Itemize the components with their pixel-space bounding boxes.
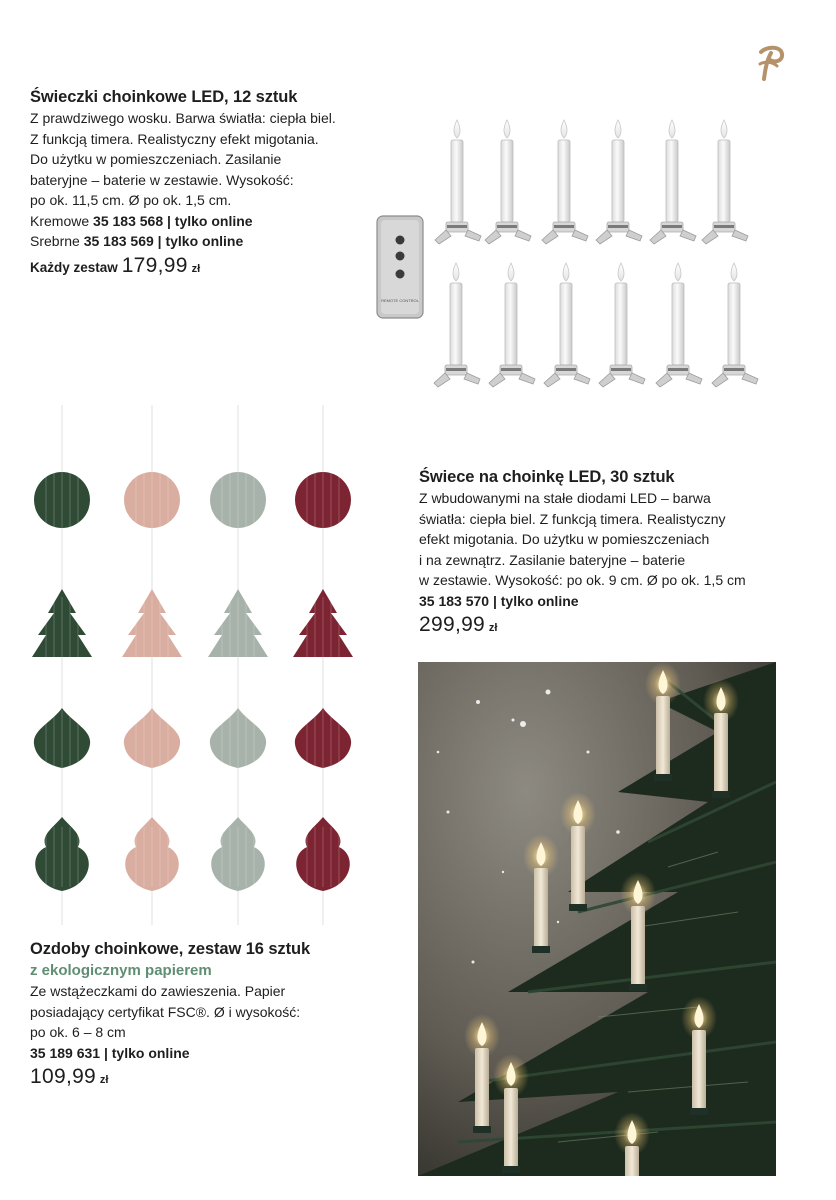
- description-line: Z prawdziwego wosku. Barwa światła: ciepła biel.: [30, 110, 336, 126]
- price: 299,99: [419, 613, 486, 636]
- variant-cream: [30, 211, 390, 232]
- article-number: 35 189 631 | tylko online: [30, 1044, 190, 1061]
- product-title: Ozdoby choinkowe, zestaw 16 sztuk: [30, 940, 311, 958]
- ball-ornament: [210, 470, 266, 530]
- currency: zł: [191, 262, 201, 275]
- variant-silver: [30, 231, 390, 252]
- article-number: 35 183 570 | tylko online: [419, 592, 579, 609]
- onion-ornament: [124, 708, 180, 770]
- description-line: światła: ciepła biel. Z funkcją timera. Realistyczny: [419, 510, 726, 527]
- price-label: Każdy zestaw: [30, 259, 118, 275]
- tree-ornament: [208, 589, 268, 657]
- description-line: Ze wstążeczkami do zawieszenia. Papier: [30, 983, 286, 999]
- article-number: 35 183 569 | tylko online: [83, 233, 244, 249]
- drop-ornament: [125, 817, 179, 891]
- description-line: efekt migotania. Do użytku w pomieszczeniach: [419, 531, 710, 547]
- tchibo-logo-icon: [755, 44, 785, 82]
- price-row: [30, 253, 390, 280]
- description-line: po ok. 11,5 cm. Ø po ok. 1,5 cm.: [30, 192, 232, 208]
- led-candles-product-photo: [372, 108, 782, 408]
- remote-control: [377, 216, 423, 318]
- drop-ornament: [35, 817, 89, 891]
- description-line: Do użytku w pomieszczeniach. Zasilanie: [30, 151, 282, 167]
- drop-ornament: [296, 817, 350, 891]
- article-number: 35 183 568 | tylko online: [93, 212, 253, 229]
- ball-ornament: [295, 470, 351, 530]
- variant-name: Kremowe: [30, 212, 90, 229]
- description-line: Z funkcją timera. Realistyczny efekt migotania.: [30, 130, 319, 147]
- ball-ornament: [34, 470, 90, 530]
- tree-ornament: [32, 589, 92, 657]
- drop-ornament: [211, 817, 265, 891]
- price: 179,99: [121, 253, 188, 277]
- currency: zł: [488, 622, 498, 634]
- product-title: Świeczki choinkowe LED, 12 sztuk: [30, 88, 298, 106]
- description-line: posiadający certyfikat FSC®. Ø i wysokość:: [30, 1003, 301, 1020]
- paper-ornaments-product-photo: [20, 405, 380, 935]
- ball-ornament: [124, 470, 180, 530]
- eco-paper-subtitle: z ekologicznym papierem: [30, 962, 212, 979]
- onion-ornament: [210, 708, 266, 770]
- description-line: Z wbudowanymi na stałe diodami LED – barwa: [419, 490, 711, 506]
- product-led-tree-candles-30: [419, 466, 819, 639]
- candles-bottom-row: [434, 263, 758, 387]
- candles-top-row: [435, 120, 748, 244]
- product-led-candles-12: [30, 86, 390, 279]
- price: 109,99: [30, 1065, 97, 1088]
- onion-ornament: [295, 708, 351, 770]
- price-row: [419, 615, 819, 639]
- description-line: w zestawie. Wysokość: po ok. 9 cm. Ø po ok. 1,5 cm: [419, 572, 746, 588]
- tree-ornament: [122, 589, 182, 657]
- product-paper-ornaments-16: [30, 938, 390, 1091]
- description-line: bateryjne – baterie w zestawie. Wysokość:: [30, 171, 294, 188]
- tree-candles-product-photo: [418, 662, 776, 1176]
- onion-ornament: [34, 708, 90, 770]
- remote-label: REMOTE CONTROL: [381, 298, 419, 303]
- description-line: po ok. 6 – 8 cm: [30, 1024, 126, 1040]
- tree-ornament: [293, 589, 353, 657]
- variant-name: Srebrne: [30, 233, 80, 249]
- price-row: [30, 1067, 390, 1091]
- description-line: i na zewnątrz. Zasilanie bateryjne – baterie: [419, 551, 686, 568]
- currency: zł: [99, 1074, 109, 1086]
- product-title: Świece na choinkę LED, 30 sztuk: [419, 468, 675, 486]
